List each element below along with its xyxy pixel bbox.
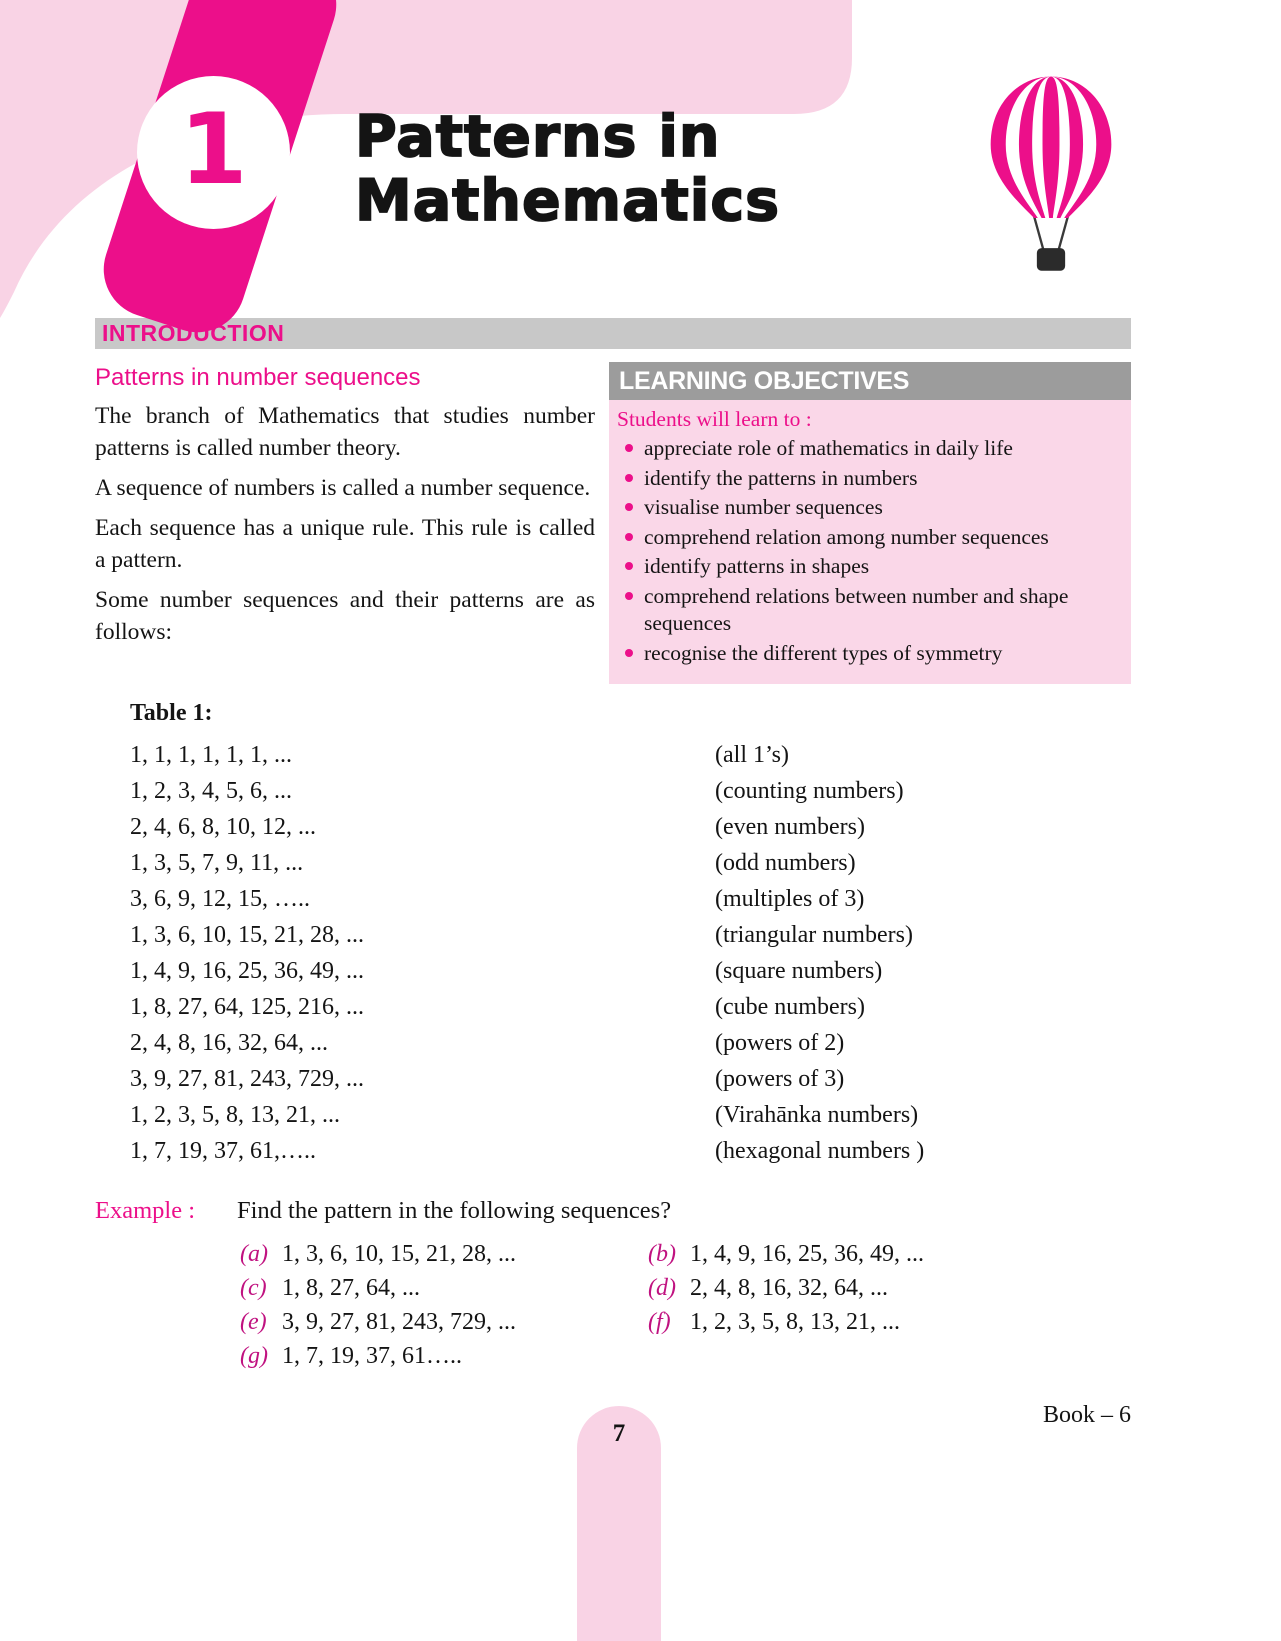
sequence-label: (counting numbers) (715, 778, 904, 805)
bullet-icon (625, 444, 633, 452)
sequence-label: (powers of 3) (715, 1066, 845, 1093)
sequence-text: 1, 7, 19, 37, 61,….. (130, 1138, 316, 1165)
example-question: Find the pattern in the following sequences? (237, 1197, 672, 1225)
sequence-text: 2, 4, 6, 8, 10, 12, ... (130, 814, 316, 841)
example-item-letter: (d) (648, 1275, 676, 1302)
sequence-label: (hexagonal numbers ) (715, 1138, 925, 1165)
bullet-icon (625, 533, 633, 541)
objective-item (617, 524, 1121, 552)
table-row (130, 773, 1131, 809)
example-item-sequence: 1, 2, 3, 5, 8, 13, 21, ... (690, 1309, 900, 1336)
sequence-label: (triangular numbers) (715, 922, 913, 949)
sequence-text: 1, 4, 9, 16, 25, 36, 49, ... (130, 958, 364, 985)
paragraph: A sequence of numbers is called a number sequence. (95, 474, 591, 501)
sequence-text: 2, 4, 8, 16, 32, 64, ... (130, 1030, 328, 1057)
sequence-label: (odd numbers) (715, 850, 856, 877)
bullet-icon (625, 592, 633, 600)
sequence-label: (even numbers) (715, 814, 865, 841)
sequence-label: (multiples of 3) (715, 886, 865, 913)
objective-text: appreciate role of mathematics in daily life (644, 436, 1013, 460)
example-item (240, 1275, 648, 1302)
example-item (240, 1309, 648, 1336)
section-heading: Patterns in number sequences (95, 364, 421, 391)
table-row (130, 737, 1131, 773)
sequence-text: 1, 2, 3, 4, 5, 6, ... (130, 778, 292, 805)
example-item (240, 1241, 648, 1268)
title-line-2: Mathematics (355, 167, 781, 234)
table1-rows (130, 737, 1131, 1169)
objective-text: comprehend relations between number and shape sequences (644, 583, 1069, 636)
objectives-list (617, 435, 1121, 667)
table1-section (95, 700, 1131, 1169)
objective-text: recognise the different types of symmetry (644, 640, 1003, 665)
sequence-label: (cube numbers) (715, 994, 865, 1021)
objective-item (617, 553, 1121, 581)
intro-paragraphs (95, 401, 595, 649)
bullet-icon (625, 474, 633, 482)
bullet-icon (625, 649, 633, 657)
table1-heading: Table 1: (130, 700, 213, 727)
example-label: Example : (95, 1197, 196, 1225)
objectives-body (609, 400, 1131, 684)
title-line-1: Patterns in (355, 104, 721, 170)
page-number-tab (577, 1406, 661, 1641)
example-item-letter: (c) (240, 1275, 267, 1302)
example-item-sequence: 1, 3, 6, 10, 15, 21, 28, ... (282, 1241, 516, 1268)
example-item-letter: (e) (240, 1309, 267, 1336)
example-item (648, 1309, 1131, 1336)
example-item-letter: (g) (240, 1343, 268, 1370)
example-item-sequence: 2, 4, 8, 16, 32, 64, ... (690, 1275, 888, 1302)
example-item (648, 1275, 1131, 1302)
table-row (130, 989, 1131, 1025)
table-row (130, 1061, 1131, 1097)
sequence-label: (square numbers) (715, 958, 883, 985)
example-item-sequence: 1, 8, 27, 64, ... (282, 1275, 420, 1302)
table-row (130, 917, 1131, 953)
objective-item (617, 494, 1121, 522)
objective-item (617, 640, 1121, 668)
sequence-label: (powers of 2) (715, 1030, 845, 1057)
table-row (130, 953, 1131, 989)
objective-text: identify the patterns in numbers (644, 465, 918, 490)
table-row (130, 845, 1131, 881)
objective-item (617, 435, 1121, 463)
chapter-title (355, 106, 780, 234)
sequence-text: 1, 3, 5, 7, 9, 11, ... (130, 850, 304, 877)
paragraph: Each sequence has a unique rule. This rule is called a pattern. (95, 514, 595, 573)
example-item (240, 1343, 648, 1370)
bullet-icon (625, 503, 633, 511)
example-item-letter: (f) (648, 1309, 671, 1336)
example-item-letter: (b) (648, 1241, 676, 1268)
example-item-sequence: 1, 7, 19, 37, 61….. (282, 1343, 462, 1370)
sequence-text: 1, 8, 27, 64, 125, 216, ... (130, 994, 364, 1021)
table-row (130, 1097, 1131, 1133)
introduction-heading: INTRODUCTION (102, 320, 285, 346)
objective-item (617, 583, 1121, 638)
example-items (240, 1241, 1131, 1370)
sequence-label: (Virahānka numbers) (715, 1102, 919, 1129)
page-content (95, 318, 1131, 1370)
page-number: 7 (612, 1420, 626, 1447)
book-label: Book – 6 (1042, 1402, 1131, 1428)
sequence-text: 3, 6, 9, 12, 15, ….. (130, 886, 310, 913)
example-item (648, 1241, 1131, 1268)
objectives-lead: Students will learn to : (617, 407, 812, 431)
chapter-number: 1 (179, 92, 248, 207)
table-row (130, 809, 1131, 845)
sequence-text: 1, 3, 6, 10, 15, 21, 28, ... (130, 922, 364, 949)
table-row (130, 1025, 1131, 1061)
learning-objectives-box (609, 362, 1131, 684)
bullet-icon (625, 562, 633, 570)
sequence-text: 1, 1, 1, 1, 1, 1, ... (130, 742, 292, 769)
intro-text-column (95, 362, 595, 657)
objective-item (617, 465, 1121, 493)
sequence-label: (all 1’s) (715, 742, 789, 769)
example-item-letter: (a) (240, 1241, 268, 1268)
objective-text: identify patterns in shapes (644, 554, 870, 579)
example-heading-row (95, 1197, 1131, 1225)
intro-and-objectives (95, 362, 1131, 684)
sequence-text: 1, 2, 3, 5, 8, 13, 21, ... (130, 1102, 340, 1129)
sequence-text: 3, 9, 27, 81, 243, 729, ... (130, 1066, 364, 1093)
objectives-title: LEARNING OBJECTIVES (619, 367, 910, 395)
objective-text: comprehend relation among number sequences (644, 524, 1049, 549)
chapter-header (0, 0, 1281, 330)
objective-text: visualise number sequences (644, 495, 883, 520)
paragraph: The branch of Mathematics that studies number patterns is called number theory. (95, 403, 595, 461)
paragraph: Some number sequences and their patterns are as follows: (95, 586, 595, 645)
example-section (95, 1197, 1131, 1370)
table-row (130, 1133, 1131, 1169)
example-item-sequence: 1, 4, 9, 16, 25, 36, 49, ... (690, 1241, 924, 1268)
chapter-number-badge (137, 76, 290, 229)
hot-air-balloon-icon (985, 70, 1117, 282)
table-row (130, 881, 1131, 917)
example-item-sequence: 3, 9, 27, 81, 243, 729, ... (282, 1309, 516, 1336)
objectives-header (609, 362, 1131, 400)
